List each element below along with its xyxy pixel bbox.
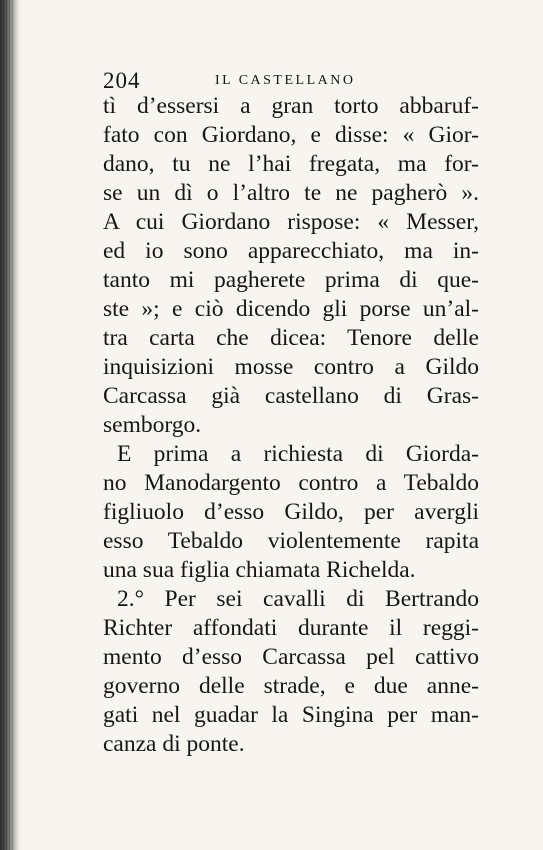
text-line: ed io sono apparecchiato, ma in- — [103, 238, 479, 264]
page-number: 204 — [103, 68, 141, 93]
text-line: se un dì o l’altro te ne pagherò ». — [103, 180, 479, 206]
text-line: Richter affondati durante il reggi- — [103, 615, 479, 641]
text-line: tanto mi pagherete prima di que- — [103, 267, 479, 293]
running-head — [103, 62, 479, 92]
text-line: gati nel guadar la Singina per man- — [103, 702, 479, 728]
text-line: E prima a richiesta di Giorda- — [117, 441, 479, 467]
text-line: dano, tu ne l’hai fregata, ma for- — [103, 151, 479, 177]
running-title: IL CASTELLANO — [215, 73, 356, 88]
text-line: A cui Giordano rispose: « Messer, — [103, 209, 479, 235]
text-line: una sua figlia chiamata Richelda. — [103, 557, 416, 583]
text-line: Carcassa già castellano di Gras- — [103, 383, 479, 409]
text-line: fato con Giordano, e disse: « Gior- — [103, 122, 479, 148]
text-line: tì d’essersi a gran torto abbaruf- — [103, 93, 479, 119]
text-line: canza di ponte. — [103, 731, 245, 757]
text-line: inquisizioni mosse contro a Gildo — [103, 354, 479, 380]
text-line: tra carta che dicea: Tenore delle — [103, 325, 479, 351]
text-line: semborgo. — [103, 412, 202, 438]
text-block — [103, 62, 479, 759]
text-line: mento d’esso Carcassa pel cattivo — [103, 644, 479, 670]
text-line: figliuolo d’esso Gildo, per avergli — [103, 499, 479, 525]
text-line: no Manodargento contro a Tebaldo — [103, 470, 479, 496]
text-line: 2.° Per sei cavalli di Bertrando — [117, 586, 479, 612]
text-line: esso Tebaldo violentemente rapita — [103, 528, 479, 554]
binding-shadow — [3, 0, 13, 850]
text-line: ste »; e ciò dicendo gli porse un’al- — [103, 296, 479, 322]
text-line: governo delle strade, e due anne- — [103, 673, 479, 699]
